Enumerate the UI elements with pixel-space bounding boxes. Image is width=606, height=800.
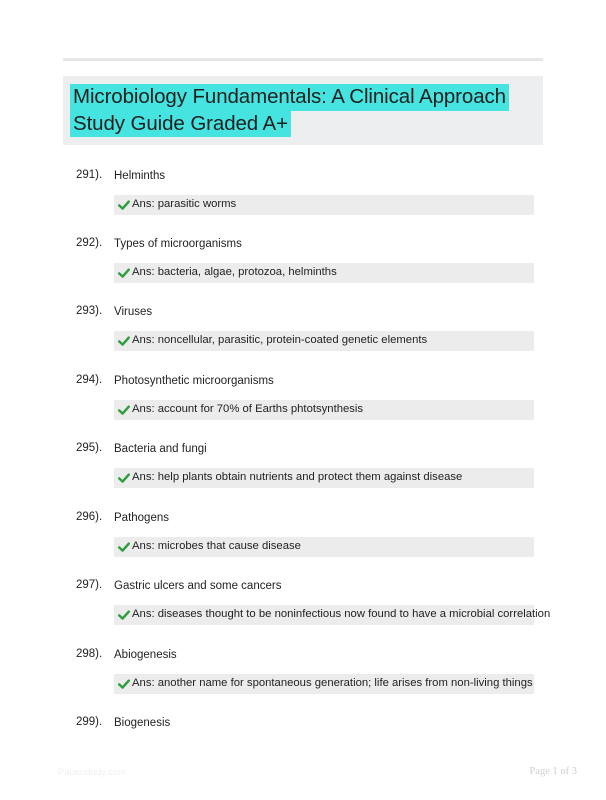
question-number: 299). [76,716,103,728]
check-icon [118,541,130,553]
qa-item [0,374,606,442]
qa-item [0,305,606,373]
check-icon [118,267,130,279]
answer-text: Ans: help plants obtain nutrients and protect them against disease [132,471,463,483]
answer-bar [114,468,534,488]
question-text: Abiogenesis [114,649,177,661]
answer-bar [114,605,551,625]
question-number: 292). [76,237,103,249]
answer-bar [114,400,534,420]
answer-bar [114,674,534,694]
answer-text: Ans: account for 70% of Earths phtotsynthesis [132,403,364,415]
qa-item [0,716,606,746]
question-number: 296). [76,511,103,523]
check-icon [118,404,130,416]
question-text: Viruses [114,306,153,318]
answer-text: Ans: parasitic worms [132,198,237,210]
qa-item [0,169,606,237]
qa-item [0,648,606,716]
title-line-2: Study Guide Graded A+ [70,111,291,138]
question-number: 298). [76,648,103,660]
answer-bar [114,195,534,215]
question-text: Pathogens [114,512,169,524]
question-number: 293). [76,305,103,317]
check-icon [118,335,130,347]
answer-text: Ans: noncellular, parasitic, protein-coated genetic elements [132,334,428,346]
question-text: Types of microorganisms [114,238,242,250]
qa-item [0,511,606,579]
answer-bar [114,537,534,557]
qa-item [0,442,606,510]
answer-text: Ans: another name for spontaneous generation; life arises from non-living things [132,677,533,689]
question-text: Bacteria and fungi [114,443,207,455]
answer-text: Ans: diseases thought to be noninfectious now found to have a microbial correlation [132,608,551,620]
qa-item [0,237,606,305]
question-text: Helminths [114,170,166,182]
qa-item [0,579,606,647]
answer-bar [114,263,534,283]
question-text: Photosynthetic microorganisms [114,375,274,387]
question-number: 294). [76,374,103,386]
page-number: Page 1 of 3 [529,766,577,777]
question-text: Biogenesis [114,717,171,729]
document-title [70,84,509,137]
check-icon [118,609,130,621]
check-icon [118,678,130,690]
answer-text: Ans: bacteria, algae, protozoa, helminths [132,266,337,278]
answer-text: Ans: microbes that cause disease [132,540,301,552]
question-number: 291). [76,169,103,181]
check-icon [118,472,130,484]
answer-bar [114,331,534,351]
top-divider [63,58,543,61]
question-number: 295). [76,442,103,454]
title-line-1: Microbiology Fundamentals: A Clinical Approach [70,84,509,111]
question-text: Gastric ulcers and some cancers [114,580,282,592]
footer-site-watermark: Paperstudy.com [58,767,126,778]
check-icon [118,199,130,211]
question-number: 297). [76,579,103,591]
